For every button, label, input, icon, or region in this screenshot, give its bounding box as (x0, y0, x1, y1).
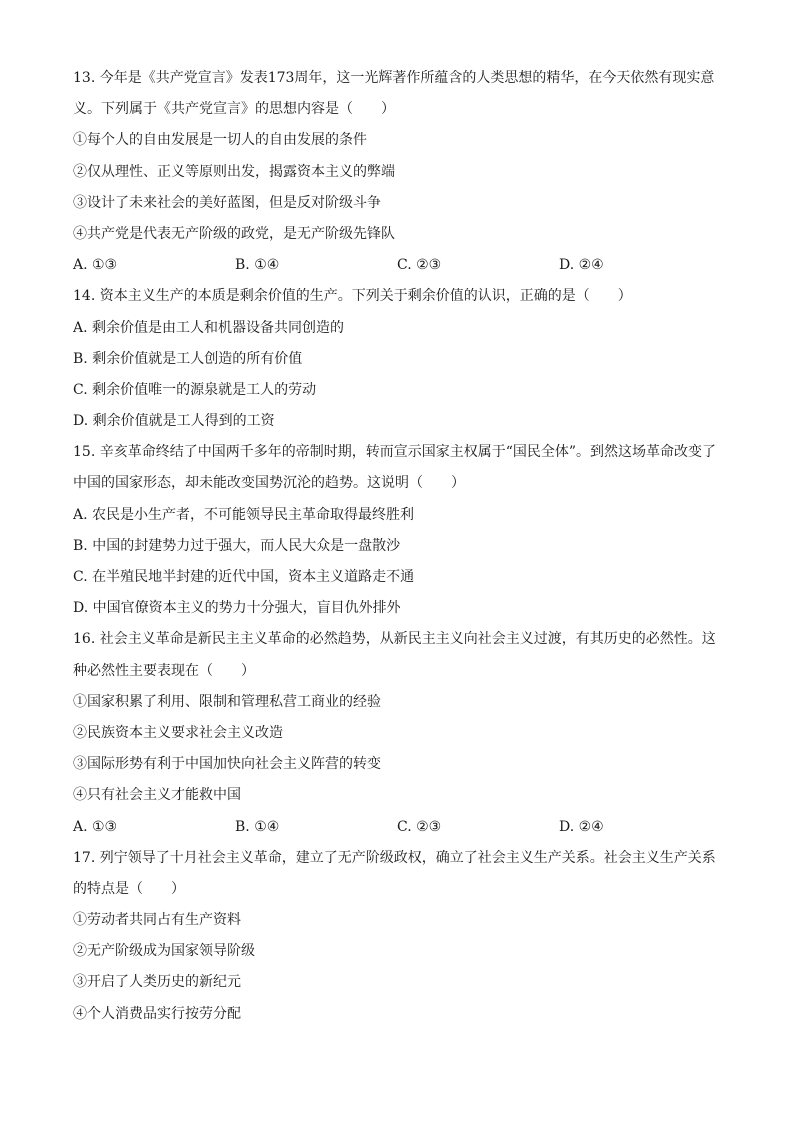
question-15 (73, 437, 723, 624)
statement-item: ②无产阶级成为国家领导阶级 (73, 943, 255, 960)
option-a: A. ①③ (73, 818, 118, 835)
question-stem-line: 种必然性主要表现在（ ） (73, 662, 255, 679)
statement-item: ①劳动者共同占有生产资料 (73, 912, 241, 929)
question-16 (73, 624, 723, 842)
question-stem-line: 15. 辛亥革命终结了中国两千多年的帝制时期，转而宣示国家主权属于“国民全体”。到然这场革命改变了 (73, 444, 717, 461)
question-stem-line: 的特点是（ ） (73, 880, 185, 897)
statement-item: ③国际形势有利于中国加快向社会主义阵营的转变 (73, 756, 381, 773)
option-b: B. ①④ (235, 257, 280, 274)
option-d: D. 中国官僚资本主义的势力十分强大，盲目仇外排外 (73, 600, 401, 617)
statement-item: ②仅从理性、正义等原则出发，揭露资本主义的弊端 (73, 163, 395, 180)
question-stem-line: 13. 今年是《共产党宣言》发表173周年，这一光辉著作所蕴含的人类思想的精华，在今天依然有现实意 (73, 70, 715, 86)
option-c: C. ②③ (397, 818, 442, 835)
option-c: C. 剩余价值唯一的源泉就是工人的劳动 (73, 381, 317, 398)
question-14 (73, 281, 723, 437)
question-stem-line: 中国的国家形态，却未能改变国势沉沦的趋势。这说明（ ） (73, 475, 465, 492)
question-13 (73, 63, 723, 281)
question-list (73, 63, 723, 1030)
question-17 (73, 843, 723, 1030)
statement-item: ④个人消费品实行按劳分配 (73, 1005, 241, 1022)
statement-item: ②民族资本主义要求社会主义改造 (73, 724, 283, 741)
statement-item: ④共产党是代表无产阶级的政党，是无产阶级先锋队 (73, 225, 395, 242)
option-c: C. 在半殖民地半封建的近代中国，资本主义道路走不通 (73, 569, 415, 585)
statement-item: ①国家积累了利用、限制和管理私营工商业的经验 (73, 693, 381, 710)
question-stem-line: 17. 列宁领导了十月社会主义革命，建立了无产阶级政权，确立了社会主义生产关系。社会主义生产关系 (73, 849, 716, 866)
statement-item: ③开启了人类历史的新纪元 (73, 974, 241, 991)
option-b: B. 剩余价值就是工人创造的所有价值 (73, 350, 303, 367)
option-a: A. ①③ (73, 257, 118, 274)
option-d: D. ②④ (559, 257, 604, 274)
option-b: B. 中国的封建势力过于强大，而人民大众是一盘散沙 (73, 537, 401, 554)
option-d: D. ②④ (559, 818, 604, 835)
option-a: A. 剩余价值是由工人和机器设备共同创造的 (73, 319, 345, 336)
statement-item: ③设计了未来社会的美好蓝图，但是反对阶级斗争 (73, 194, 381, 211)
statement-item: ①每个人的自由发展是一切人的自由发展的条件 (73, 132, 367, 149)
answer-options (73, 812, 723, 843)
question-stem-line: 14. 资本主义生产的本质是剩余价值的生产。下列关于剩余价值的认识，正确的是（ ） (73, 288, 632, 305)
question-stem-line: 义。下列属于《共产党宣言》的思想内容是（ ） (73, 101, 395, 118)
option-c: C. ②③ (397, 257, 442, 274)
question-stem-line: 16. 社会主义革命是新民主主义革命的必然趋势，从新民主主义向社会主义过渡，有其历史的必然性。这 (73, 631, 716, 648)
statement-item: ④只有社会主义才能救中国 (73, 787, 241, 804)
answer-options (73, 250, 723, 281)
option-d: D. 剩余价值就是工人得到的工资 (73, 413, 275, 430)
option-b: B. ①④ (235, 818, 280, 835)
option-a: A. 农民是小生产者，不可能领导民主革命取得最终胜利 (73, 506, 415, 523)
